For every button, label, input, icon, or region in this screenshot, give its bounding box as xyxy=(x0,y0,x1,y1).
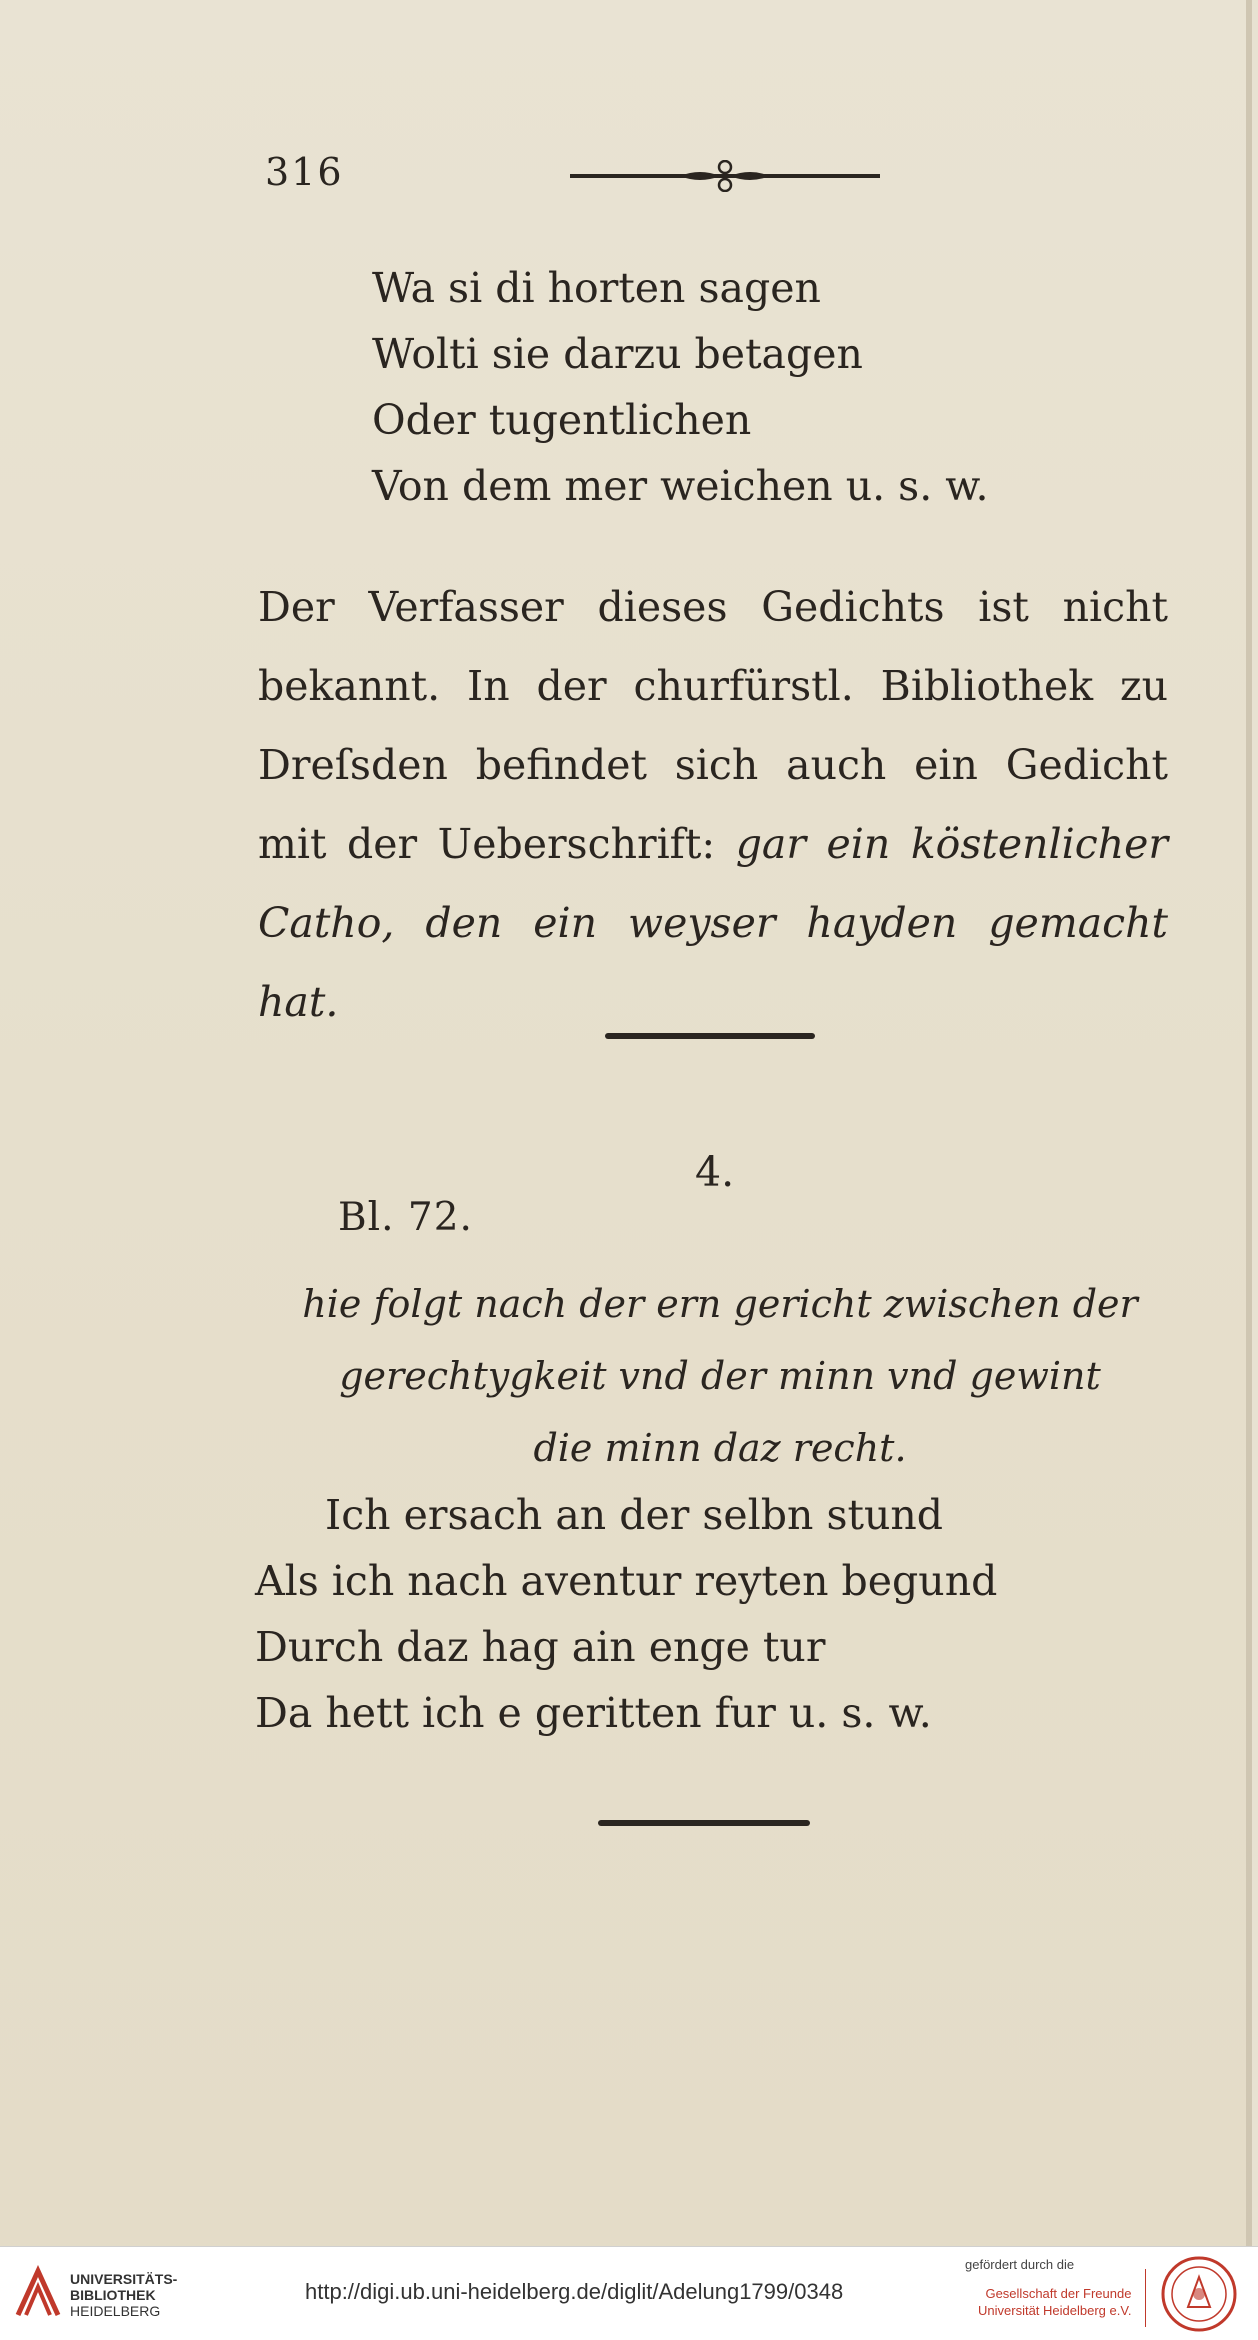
sponsor-line: Universität Heidelberg e.V. xyxy=(978,2303,1132,2318)
sponsor-line: Gesellschaft der Freunde xyxy=(985,2286,1132,2301)
page-number: 316 xyxy=(265,150,344,194)
verse-line: Wa si di horten sagen xyxy=(372,264,821,312)
commentary-text: Der Verfasser dieses Gedichts ist nicht bekannt. In der churfürstl. Bibliothek zu Dreſsden befindet sich auch ein Gedicht mit der Ueberschrift: xyxy=(258,583,1168,868)
verse-line: Von dem mer weichen u. s. w. xyxy=(372,462,989,510)
poem-verse xyxy=(255,1482,997,1746)
library-logo-icon xyxy=(14,2265,62,2323)
verse-line: Da hett ich e geritten fur u. s. w. xyxy=(255,1689,932,1737)
end-divider xyxy=(598,1820,810,1826)
verse-line: Als ich nach aventur reyten begund xyxy=(255,1557,998,1605)
verse-line: Wolti sie darzu betagen xyxy=(372,330,863,378)
library-name xyxy=(70,2271,177,2319)
heading-line: hie folgt nach der ern gericht zwischen der xyxy=(302,1282,1138,1326)
commentary-paragraph xyxy=(258,568,1168,1042)
viewer-footer xyxy=(0,2246,1258,2340)
ornament-icon xyxy=(570,160,880,192)
funding-note: gefördert durch die xyxy=(965,2257,1075,2272)
section-divider xyxy=(605,1033,815,1039)
verse-line: Durch daz hag ain enge tur xyxy=(255,1623,826,1671)
section-number: 4. xyxy=(695,1148,735,1196)
opening-verse xyxy=(372,255,989,519)
folio-reference: Bl. 72. xyxy=(338,1195,473,1240)
verse-line: Oder tugentlichen xyxy=(372,396,752,444)
verse-line: Ich ersach an der selbn stund xyxy=(325,1491,944,1539)
library-name-line: UNIVERSITÄTS- xyxy=(70,2271,178,2287)
heading-line: die minn daz recht. xyxy=(533,1426,907,1470)
manuscript-title: gar ein köstenlicher Catho, den ein weyser hayden gemacht hat. xyxy=(258,820,1168,1026)
sponsor-name xyxy=(978,2285,1131,2319)
poem-heading xyxy=(255,1268,1185,1484)
library-name-line: BIBLIOTHEK xyxy=(70,2287,156,2303)
library-name-line: HEIDELBERG xyxy=(70,2303,161,2319)
page-edge xyxy=(1246,0,1252,2246)
heading-line: gerechtygkeit vnd der minn vnd gewint xyxy=(339,1354,1101,1398)
university-seal-icon xyxy=(1160,2255,1238,2333)
footer-separator xyxy=(1145,2269,1146,2327)
permalink[interactable]: http://digi.ub.uni-heidelberg.de/diglit/Adelung1799/0348 xyxy=(305,2279,844,2304)
